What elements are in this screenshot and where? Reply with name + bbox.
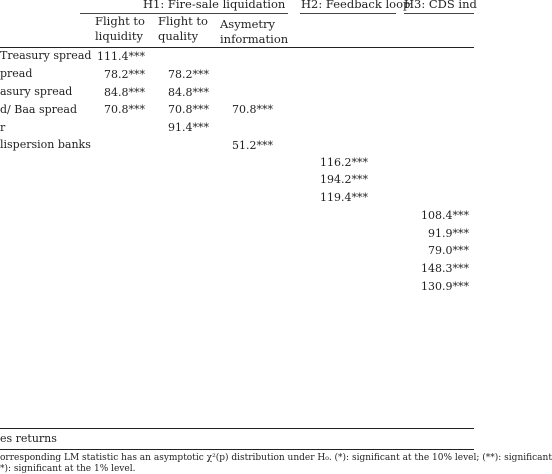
subheader-asymetry-line2: information: [220, 32, 289, 46]
cell-r1-c0: 78.2***: [104, 68, 145, 81]
cell-h2-2: 194.2***: [320, 173, 368, 186]
cell-h2-3: 119.4***: [320, 191, 368, 204]
cell-r0-c0: 111.4***: [97, 50, 145, 63]
group-header-h1: H1: Fire-sale liquidation: [143, 0, 286, 11]
footnote-line-2: *): significant at the 1% level.: [0, 464, 136, 474]
subheader-flight-quality-line1: Flight to: [158, 14, 208, 28]
group-underline-h3: [404, 13, 474, 14]
cell-h3-5: 130.9***: [421, 280, 469, 293]
row-label-treasury-spread: Treasury spread: [0, 49, 92, 62]
bottom-row-top-rule: [0, 428, 474, 429]
table-bottom-rule: [0, 449, 474, 450]
subheader-flight-liquidity-line2: liquidity: [95, 29, 143, 43]
subheader-flight-quality-line2: quality: [158, 29, 199, 43]
cell-h3-3: 79.0***: [428, 244, 469, 257]
footnote-line-1: orresponding LM statistic has an asymptotic χ²(p) distribution under H₀. (*): significant at the 10% level; (**): significant: [0, 453, 552, 463]
group-header-h3: H3: CDS ind: [404, 0, 477, 11]
cell-r3-c0: 70.8***: [104, 103, 145, 116]
group-underline-h2: [300, 13, 396, 14]
header-rule: [0, 47, 474, 48]
cell-r3-c1: 70.8***: [168, 103, 209, 116]
row-label-spread: pread: [0, 67, 33, 80]
cell-r2-c0: 84.8***: [104, 86, 145, 99]
cell-r3-c2: 70.8***: [232, 103, 273, 116]
cell-r4-c1: 91.4***: [168, 121, 209, 134]
cell-r1-c1: 78.2***: [168, 68, 209, 81]
subheader-asymetry-line1: Asymetry: [220, 17, 276, 31]
row-label-dispersion-banks: lispersion banks: [0, 138, 91, 151]
row-label-r: r: [0, 121, 6, 134]
row-label-es-returns: es returns: [0, 432, 57, 445]
row-label-asury-spread: asury spread: [0, 85, 73, 98]
cell-h3-4: 148.3***: [421, 262, 469, 275]
cell-h3-1: 108.4***: [421, 209, 469, 222]
row-label-baa-spread: d/ Baa spread: [0, 103, 77, 116]
cell-r2-c1: 84.8***: [168, 86, 209, 99]
subheader-flight-liquidity-line1: Flight to: [95, 14, 145, 28]
group-header-h2: H2: Feedback loop: [301, 0, 411, 11]
cell-h3-2: 91.9***: [428, 227, 469, 240]
cell-h2-1: 116.2***: [320, 156, 368, 169]
cell-r5-c2: 51.2***: [232, 139, 273, 152]
